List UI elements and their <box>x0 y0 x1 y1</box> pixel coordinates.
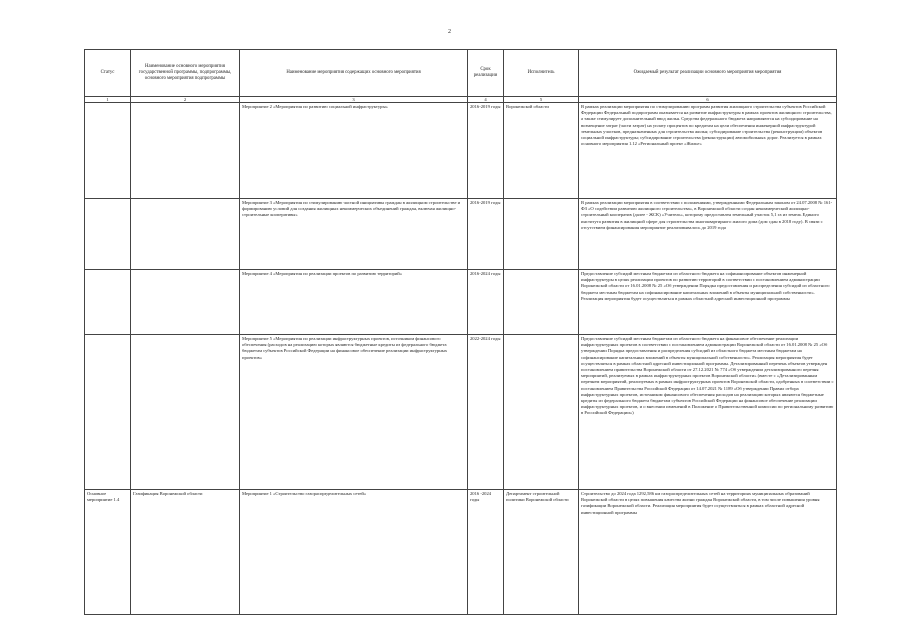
result-cell: В рамках реализации мероприятия в соответствии с положениями, утвержденными Федеральным законом от 24.07.2008 № 161-ФЗ «О содействии развитию жилищного строительства», в Воронежской области создан некоммерческий жилищно-строительный кооператив (далее - ЖСК) «Учитель», которому предоставлен земельный участок 5,1 га из земель Единого института развития в жилищной сфере для строительства многоквартирного жилого дома (дом сдан в 2018 году). В связи с отсутствием финансирования мероприятие реализовывалось до 2019 года <box>579 199 837 270</box>
term-cell: 2016-2019 годы <box>468 199 504 270</box>
table-row <box>85 490 837 615</box>
status-cell <box>85 270 131 335</box>
term-cell: 2022-2024 годы <box>468 335 504 490</box>
executor-cell: Департамент строительной политики Воронежской области <box>504 490 579 615</box>
measure-cell: Мероприятие 1 «Строительство газораспределительных сетей» <box>240 490 468 615</box>
measure-cell: Мероприятие 5 «Мероприятия по реализации инфраструктурных проектов, источником финансового обеспечения (расходов на реализацию которых являются бюджетные кредиты из федерального бюджета бюджетам субъектов Российской Федерации на финансовое обеспечение реализации инфраструктурных проектов» <box>240 335 468 490</box>
column-number: 2 <box>131 97 240 103</box>
header-status: Статус <box>85 50 131 97</box>
term-cell: 2016 -2024 годы <box>468 490 504 615</box>
header-measure: Наименование мероприятия содержащих основного мероприятия <box>240 50 468 97</box>
program-cell <box>131 270 240 335</box>
program-cell: Газификация Воронежской области <box>131 490 240 615</box>
column-number: 6 <box>579 97 837 103</box>
measures-table <box>84 49 837 615</box>
page-number: 2 <box>448 29 451 35</box>
table-row <box>85 199 837 270</box>
column-number: 5 <box>504 97 579 103</box>
result-cell: Строительство до 2024 года 1292,586 км газораспределительных сетей на территориях муниципальных образований Воронежской области в целях повышения качества жизни граждан Воронежской области, в том числе повышения уровня газификации Воронежской области. Реализация мероприятия будет осуществляться в рамках областной адресной инвестиционной программы <box>579 490 837 615</box>
program-cell <box>131 103 240 199</box>
table-header-row <box>85 50 837 97</box>
term-cell: 2016-2024 годы <box>468 270 504 335</box>
program-cell <box>131 335 240 490</box>
status-cell: Основное мероприятие 1.4 <box>85 490 131 615</box>
term-cell: 2016-2019 годы <box>468 103 504 199</box>
status-cell <box>85 103 131 199</box>
header-result: Ожидаемый результат реализации основного мероприятия мероприятия <box>579 50 837 97</box>
result-cell: Предоставление субсидий местным бюджетам из областного бюджета на финансовое обеспечение реализации инфраструктурных проектов в соответствии с постановлением администрации Воронежской области от 16.01.2008 № 25 «Об утверждении Порядка предоставления и распределения субсидий из областного бюджета местным бюджетам на софинансирование капитальных вложений в объекты муниципальной собственности». Реализация мероприятия будет осуществляться в рамках областной адресной инвестиционной программы. Детализированный перечень объектов утвержден постановлением правительства Воронежской области от 27.12.2021 № 774 «Об утверждении детализированного перечня мероприятий, реализуемых в рамках инфраструктурных проектов Воронежской области» (вместе с «Детализированным перечнем мероприятий, реализуемых в рамках инфраструктурных проектов Воронежской области, одобренных в соответствии с постановлением Правительства Российской Федерации от 14.07.2021 № 1189 «Об утверждении Правил отбора инфраструктурных проектов, источником финансового обеспечения расходов на реализацию которых являются бюджетные кредиты из федерального бюджета бюджетам субъектов Российской Федерации на финансовое обеспечение реализации инфраструктурных проектов, и о внесении изменений в Положение о Правительственной комиссии по региональному развитию в Российской Федерации») <box>579 335 837 490</box>
result-cell: Предоставление субсидий местным бюджетам из областного бюджета на софинансирование объектов инженерной инфраструктуры в целях реализации проектов по развитию территорий в соответствии с постановлением администрации Воронежской области от 16.01.2008 № 25 «Об утверждении Порядка предоставления и распределения субсидий из областного бюджета местным бюджетам на софинансирование капитальных вложений в объекты муниципальной собственности». Реализация мероприятия будет осуществляться в рамках областной адресной инвестиционной программы <box>579 270 837 335</box>
table-row <box>85 335 837 490</box>
executor-cell: Воронежской области <box>504 103 579 199</box>
table-row <box>85 270 837 335</box>
column-number: 3 <box>240 97 468 103</box>
program-cell <box>131 199 240 270</box>
header-term: Срок реализации <box>468 50 504 97</box>
column-number: 4 <box>468 97 504 103</box>
measure-cell: Мероприятие 2 «Мероприятия по развитию социальной инфраструктуры» <box>240 103 468 199</box>
measure-cell: Мероприятие 3 «Мероприятия по стимулированию частной инициативы граждан в жилищном строительстве и формированию условий для создания жилищных некоммерческих объединений граждан, включая жилищно-строительные кооперативы» <box>240 199 468 270</box>
status-cell <box>85 335 131 490</box>
measure-cell: Мероприятие 4 «Мероприятия по реализации проектов по развитию территорий» <box>240 270 468 335</box>
column-number: 1 <box>85 97 131 103</box>
executor-cell <box>504 335 579 490</box>
status-cell <box>85 199 131 270</box>
table-row <box>85 103 837 199</box>
result-cell: В рамках реализации мероприятия по стимулированию программ развития жилищного строительства субъектов Российской Федерации Федеральный подпрограмм оказывается на развитие инфраструктуры в рамках проектов жилищного строительства, а также стимулирует дополнительный ввод жилья. Средства федерального бюджета направляются на субсидирование на возмещение затрат (части затрат) на уплату процентов по кредитам на цели обеспечения инженерной инфраструктурой земельных участков, предназначенных для строительства жилья; субсидирование строительства (реконструкции) объектов социальной инфраструктуры; субсидирование строительства (реконструкции) автомобильных дорог. Реализуется в рамках основного мероприятия 1.12 «Региональный проект «Жилье» <box>579 103 837 199</box>
executor-cell <box>504 270 579 335</box>
header-executor: Исполнитель <box>504 50 579 97</box>
header-program: Наименование основного мероприятия государственной программы, подпрограммы, основного мероприятия подпрограммы <box>131 50 240 97</box>
executor-cell <box>504 199 579 270</box>
